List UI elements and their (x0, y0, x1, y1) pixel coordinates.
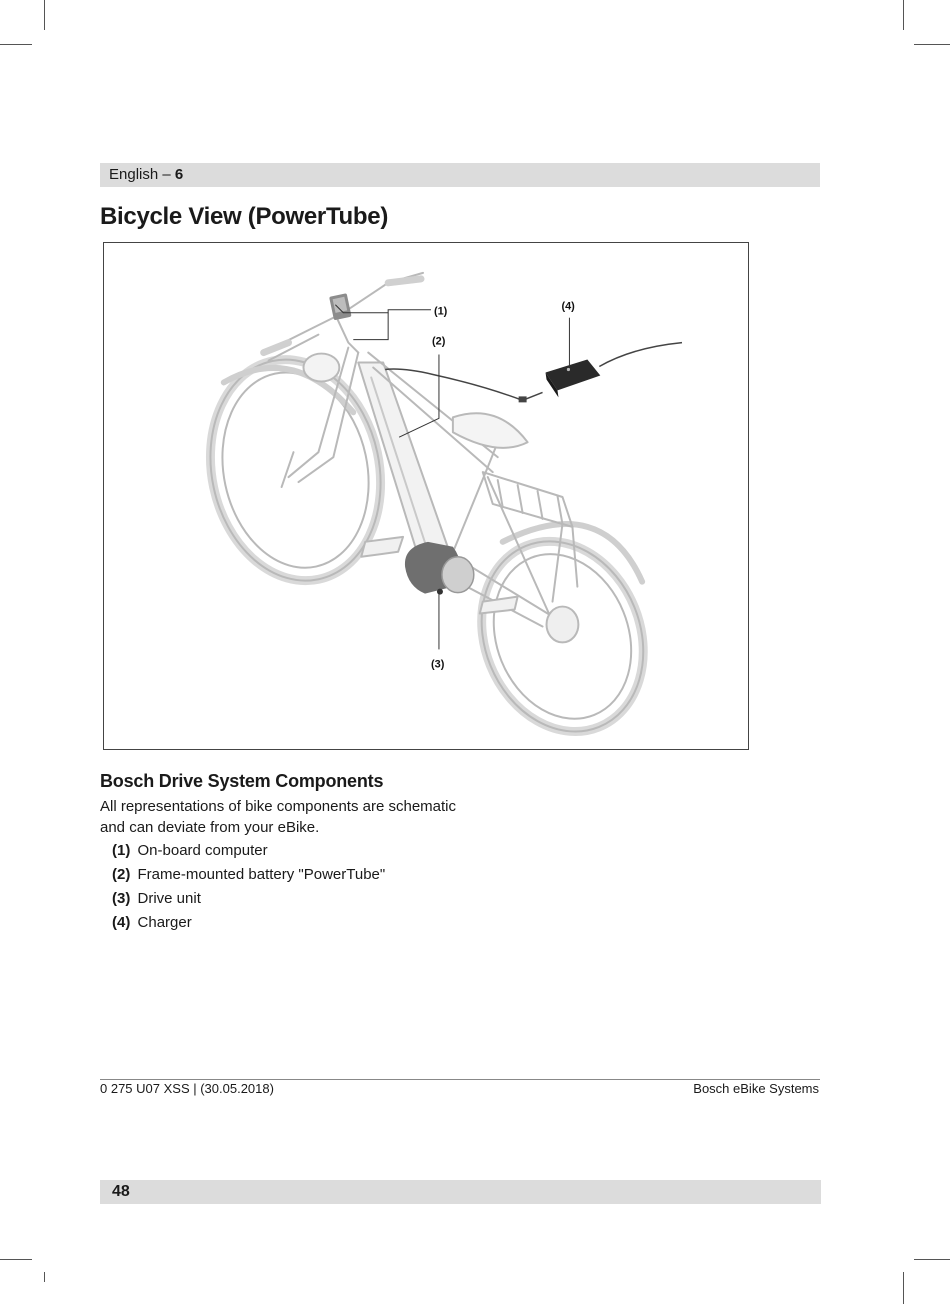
footer-brand: Bosch eBike Systems (693, 1081, 819, 1096)
crop-mark (914, 1259, 950, 1260)
crop-mark (44, 1272, 45, 1282)
components-intro: All representations of bike components are schematic and can deviate from your eBike. (100, 798, 457, 836)
header-language: English (109, 166, 159, 183)
item-number: (3) (112, 890, 131, 907)
crop-mark (903, 1272, 904, 1304)
item-number: (1) (112, 842, 131, 859)
page-number-band (100, 1180, 821, 1204)
item-label: Drive unit (137, 890, 201, 907)
item-label: Charger (137, 914, 192, 931)
crop-mark (0, 1259, 32, 1260)
item-number: (2) (112, 866, 131, 883)
crop-mark (0, 44, 32, 45)
components-legend (112, 839, 385, 935)
callout-1: (1) (433, 305, 448, 318)
callout-2: (2) (431, 335, 446, 348)
callout-4: (4) (561, 300, 575, 313)
item-number: (4) (112, 914, 131, 931)
header-section-number: 6 (174, 166, 184, 183)
page-number: 48 (112, 1183, 130, 1200)
list-item (112, 839, 385, 863)
crop-mark (903, 0, 904, 30)
header-separator: – (158, 166, 175, 183)
page-title: Bicycle View (PowerTube) (100, 203, 389, 230)
item-label: Frame-mounted battery "PowerTube" (137, 866, 386, 883)
item-label: On-board computer (137, 842, 268, 859)
components-title: Bosch Drive System Components (100, 771, 384, 791)
list-item (112, 911, 385, 935)
bicycle-figure (103, 242, 749, 750)
drive-unit (405, 542, 474, 595)
callout-3: (3) (430, 658, 445, 671)
footer-doc-ref: 0 275 U07 XSS | (30.05.2018) (100, 1081, 274, 1096)
crop-mark (914, 44, 950, 45)
charger (385, 343, 682, 403)
bicycle-illustration (104, 243, 748, 749)
crop-mark (44, 0, 45, 30)
onboard-computer (329, 293, 352, 320)
list-item (112, 863, 385, 887)
list-item (112, 887, 385, 911)
running-header (100, 163, 820, 187)
